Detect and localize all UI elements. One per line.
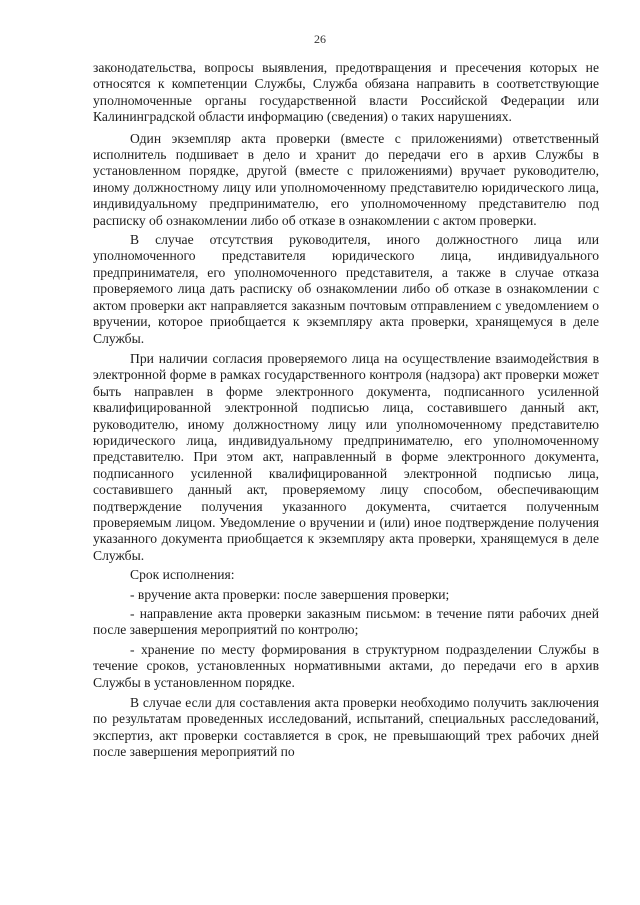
page-number: 26 [314, 32, 326, 46]
document-body [93, 60, 599, 761]
paragraph-electronic-form: При наличии согласия проверяемого лица на осуществление взаимодействия в электронной форме в рамках государственного контроля (надзора) акт проверки может быть направлен в форме электронного документа, подписанного усиленной квалифицированной электронной подписью лица, составившего данный акт, руководителю, иному должностному лицу или уполномоченному представителю юридического лица, индивидуальному предпринимателю, его уполномоченному представителю. При этом акт, направленный в форме электронного документа, подписанного усиленной квалифицированной электронной подписью лица, составившего данный акт, проверяемому лицу способом, обеспечивающим подтверждение получения указанного документа, считается полученным проверяемым лицом. Уведомление о вручении и (или) иное подтверждение получения указанного документа приобщается к экземпляру акта проверки, хранящемуся в деле Службы. [93, 350, 599, 563]
list-item-delivery: - вручение акта проверки: после завершения проверки; [130, 586, 450, 602]
paragraph-act-copies: Один экземпляр акта проверки (вместе с приложениями) ответственный исполнитель подшивает в дело и хранит до передачи его в архив Службы в установленном порядке, другой (вместе с приложениями) вручает руководителю, иному должностному лицу или уполномоченному представителю юридического лица, индивидуальному предпринимателю, его уполномоченному представителю под расписку об ознакомлении либо об отказе в ознакомлении с актом проверки. [93, 130, 599, 228]
paragraph-absence-of-head: В случае отсутствия руководителя, иного должностного лица или уполномоченного представителя юридического лица, индивидуального предпринимателя, его уполномоченного представителя, а также в случае отказа проверяемого лица дать расписку об ознакомлении либо об отказе в ознакомлении с актом проверки акт направляется заказным почтовым отправлением с уведомлением о вручении, которое приобщается к экземпляру акта проверки, хранящемуся в деле Службы. [93, 232, 599, 346]
paragraph-deadline-heading: Срок исполнения: [130, 567, 235, 583]
paragraph-continuation: законодательства, вопросы выявления, предотвращения и пресечения которых не относятся к компетенции Службы, Служба обязана направить в соответствующие уполномоченные органы государственной власти Российской Федерации или Калининградской области информацию (сведения) о таких нарушениях. [93, 60, 599, 125]
paragraph-expert-conclusions: В случае если для составления акта проверки необходимо получить заключения по результатам проведенных исследований, испытаний, специальных расследований, экспертиз, акт проверки составляется в срок, не превышающий трех рабочих дней после завершения мероприятий по [93, 695, 599, 760]
list-item-storage: - хранение по месту формирования в структурном подразделении Службы в течение сроков, установленных нормативными актами, до передачи его в архив Службы в установленном порядке. [93, 641, 599, 690]
list-item-registered-mail: - направление акта проверки заказным письмом: в течение пяти рабочих дней после завершения мероприятий по контролю; [93, 606, 599, 638]
